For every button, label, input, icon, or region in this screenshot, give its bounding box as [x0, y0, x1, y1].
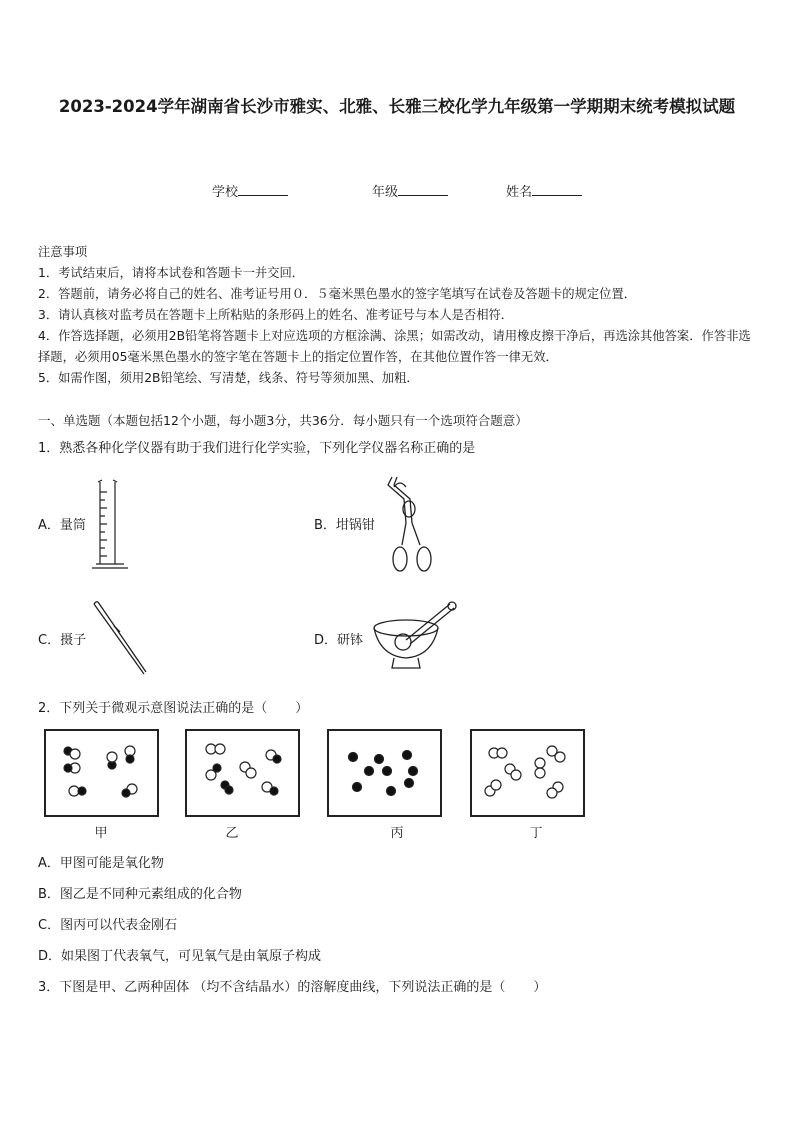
crucible-tongs-icon — [384, 473, 444, 577]
name-field — [506, 181, 582, 200]
caption-bing: 丙 — [390, 826, 404, 841]
q2-option-a: A．甲图可能是氧化物 — [38, 856, 164, 871]
note-item-1: 1．考试结束后，请将本试卷和答题卡一并交回． — [38, 266, 305, 280]
note-item-5: 5．如需作图，须用2B铅笔绘、写清楚，线条、符号等须加黑、加粗． — [38, 371, 419, 385]
graduated-cylinder-icon — [90, 478, 132, 572]
q1-option-a: A．量筒 — [38, 518, 86, 533]
q2-stem — [38, 697, 308, 716]
name-label: 姓名 — [506, 185, 533, 200]
school-field — [212, 181, 288, 200]
grade-field — [372, 181, 448, 200]
q3-stem-text: 3．下图是甲、乙两种固体 （均不含结晶水）的溶解度曲线，下列说法正确的是（ — [38, 980, 506, 995]
micro-diagram-yi — [185, 729, 300, 817]
caption-yi: 乙 — [225, 826, 239, 841]
molecule-diagram-bing-icon — [329, 731, 440, 815]
school-label: 学校 — [212, 185, 239, 200]
q1-option-c: C．摄子 — [38, 633, 87, 648]
notes-heading: 注意事项 — [38, 245, 88, 259]
q1-option-d: D．研钵 — [314, 633, 364, 648]
q1-stem: 1．熟悉各种化学仪器有助于我们进行化学实验，下列化学仪器名称正确的是 — [38, 441, 476, 456]
note-item-2: 2．答题前，请务必将自己的姓名、准考证号用０．５毫米黑色墨水的签字笔填写在试卷及答题卡的规定位置． — [38, 287, 637, 301]
q2-option-b: B．图乙是不同种元素组成的化合物 — [38, 887, 242, 902]
q3-stem — [38, 976, 546, 995]
q2-option-d: D．如果图丁代表氧气，可见氧气是由氧原子构成 — [38, 949, 322, 964]
caption-ding: 丁 — [529, 826, 543, 841]
name-blank — [532, 183, 582, 196]
section-heading: 一、单选题（本题包括12个小题，每小题3分，共36分．每小题只有一个选项符合题意） — [38, 413, 528, 428]
q2-stem-text: 2．下列关于微观示意图说法正确的是（ — [38, 701, 268, 716]
q3-stem-close: ） — [533, 980, 547, 995]
molecule-diagram-yi-icon — [187, 731, 298, 815]
grade-blank — [398, 183, 448, 196]
micro-diagram-ding — [470, 729, 585, 817]
note-item-4: 4．作答选择题，必须用2B铅笔将答题卡上对应选项的方框涂满、涂黑；如需改动，请用橡皮擦干净后，再选涂其他答案．作答非选择题，必须用05毫米黑色墨水的签字笔在答题卡上的指定位置作答，在其他位置作答一律无效． — [38, 329, 751, 364]
q2-option-c: C．图丙可以代表金刚石 — [38, 918, 178, 933]
q1-option-b: B．坩锅钳 — [314, 518, 375, 533]
school-blank — [238, 183, 288, 196]
mortar-pestle-icon — [370, 598, 460, 678]
molecule-diagram-jia-icon — [46, 731, 157, 815]
micro-diagram-bing — [327, 729, 442, 817]
tweezers-icon — [90, 600, 152, 680]
micro-diagram-jia — [44, 729, 159, 817]
page-title: 2023-2024学年湖南省长沙市雅实、北雅、长雅三校化学九年级第一学期期末统考模拟试题 — [58, 97, 736, 116]
note-item-3: 3．请认真核对监考员在答题卡上所粘贴的条形码上的姓名、准考证号与本人是否相符． — [38, 308, 514, 322]
q2-stem-close: ） — [295, 701, 309, 716]
grade-label: 年级 — [372, 185, 399, 200]
caption-jia: 甲 — [94, 826, 108, 841]
molecule-diagram-ding-icon — [472, 731, 583, 815]
